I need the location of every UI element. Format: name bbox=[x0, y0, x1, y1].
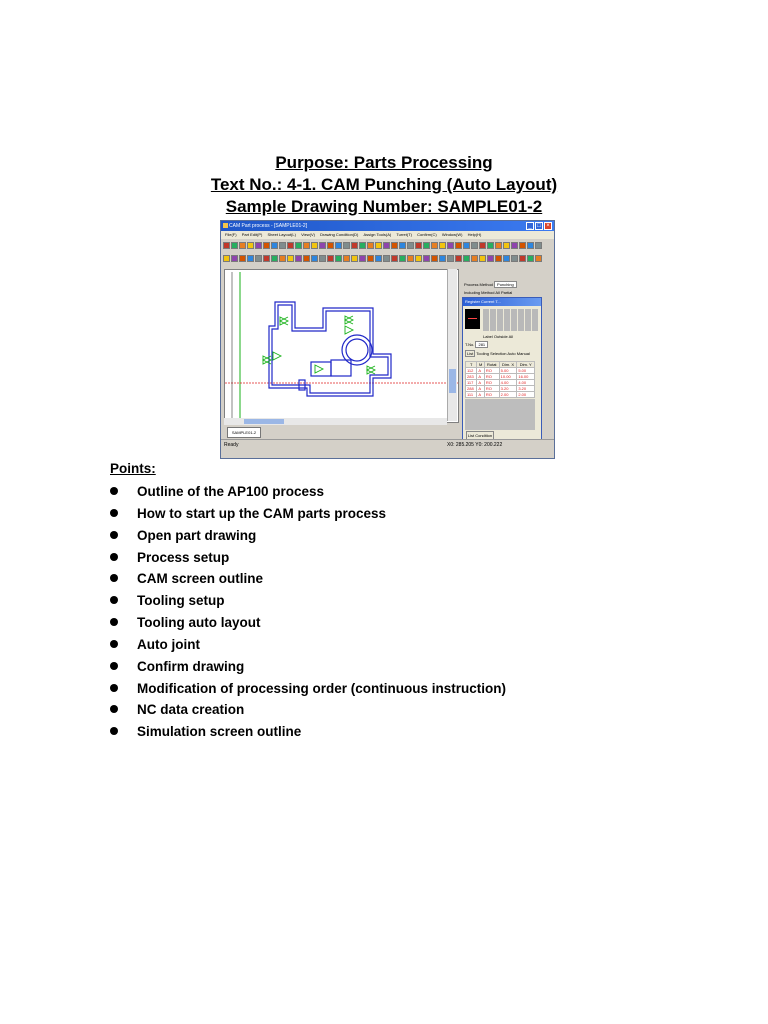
toolbar-button-icon[interactable] bbox=[335, 255, 342, 262]
toolbar-button-icon[interactable] bbox=[343, 255, 350, 262]
cell: A bbox=[477, 368, 484, 374]
vertical-scroll-thumb[interactable] bbox=[449, 369, 456, 393]
header-dim-x: Dim. X bbox=[499, 362, 517, 368]
list-item bbox=[110, 548, 506, 570]
app-icon bbox=[223, 223, 228, 228]
toolbar-button-icon[interactable] bbox=[279, 242, 286, 249]
toolbar-button-icon[interactable] bbox=[223, 255, 230, 262]
toolbar-button-icon[interactable] bbox=[343, 242, 350, 249]
menu-part-edit[interactable]: Part Edit(P) bbox=[241, 232, 263, 237]
toolbar-button-icon[interactable] bbox=[351, 242, 358, 249]
toolbar-button-icon[interactable] bbox=[359, 242, 366, 249]
toolbar-button-icon[interactable] bbox=[455, 255, 462, 262]
toolbar-button-icon[interactable] bbox=[463, 255, 470, 262]
toolbar-button-icon[interactable] bbox=[327, 255, 334, 262]
tool-table bbox=[465, 361, 535, 398]
tno-row bbox=[465, 342, 488, 347]
toolbar-button-icon[interactable] bbox=[271, 242, 278, 249]
list-button[interactable]: List bbox=[467, 351, 474, 356]
status-ready: Ready bbox=[224, 442, 239, 448]
toolbar-button-icon[interactable] bbox=[367, 255, 374, 262]
list-item-text: CAM screen outline bbox=[137, 571, 264, 587]
cell: RO bbox=[484, 386, 499, 392]
toolbar-button-icon[interactable] bbox=[303, 255, 310, 262]
cell: A bbox=[477, 374, 484, 380]
cell: 3.20 bbox=[517, 386, 535, 392]
toolbar-button-icon[interactable] bbox=[487, 255, 494, 262]
process-method-label: Process Method bbox=[464, 282, 493, 287]
toolbar-button-icon[interactable] bbox=[263, 255, 270, 262]
process-method-select[interactable]: Punching bbox=[494, 281, 517, 288]
window-title: CAM Part process - [SAMPLE01-2] bbox=[229, 223, 308, 229]
toolbar-button-icon[interactable] bbox=[375, 242, 382, 249]
list-item bbox=[110, 679, 506, 701]
toolbar-button-icon[interactable] bbox=[495, 255, 502, 262]
list-item-text: Simulation screen outline bbox=[137, 724, 302, 740]
text-number-title: Text No.: 4-1. CAM Punching (Auto Layout) bbox=[210, 175, 558, 194]
list-item bbox=[110, 504, 506, 526]
header-dim-y: Dim. Y bbox=[517, 362, 535, 368]
list-item bbox=[110, 722, 506, 744]
toolbar-button-icon[interactable] bbox=[319, 255, 326, 262]
sheet-tab[interactable]: SAMPLE01-2 bbox=[227, 427, 261, 438]
list-item-text: NC data creation bbox=[137, 702, 245, 718]
toolbar-button-icon[interactable] bbox=[295, 255, 302, 262]
menu-bar bbox=[221, 231, 554, 239]
toolbar-button-icon[interactable] bbox=[511, 242, 518, 249]
list-item-text: Confirm drawing bbox=[137, 658, 245, 674]
toolbar-button-icon[interactable] bbox=[271, 255, 278, 262]
toolbar-button-icon[interactable] bbox=[303, 242, 310, 249]
toolbar-button-icon[interactable] bbox=[255, 255, 262, 262]
points-heading: Points: bbox=[110, 461, 156, 476]
toolbar-button-icon[interactable] bbox=[423, 242, 430, 249]
menu-sheet-layout[interactable]: Sheet Layout(L) bbox=[267, 232, 296, 237]
toolbar-button-icon[interactable] bbox=[319, 242, 326, 249]
list-item bbox=[110, 569, 506, 591]
bullet-icon bbox=[110, 684, 118, 692]
toolbar-button-icon[interactable] bbox=[503, 242, 510, 249]
cell: 3.20 bbox=[499, 386, 517, 392]
list-item-text: Tooling setup bbox=[137, 593, 225, 609]
toolbar-button-icon[interactable] bbox=[519, 242, 526, 249]
selection-row bbox=[465, 351, 530, 356]
including-method-row bbox=[464, 290, 512, 295]
toolbar-button-icon[interactable] bbox=[487, 242, 494, 249]
menu-turret[interactable]: Turret(T) bbox=[396, 232, 412, 237]
cell: RO bbox=[484, 374, 499, 380]
menu-assign-tools[interactable]: Assign Tools(A) bbox=[363, 232, 392, 237]
cell: 4.00 bbox=[499, 380, 517, 386]
status-coords: X0: 285.205 Y0: 200.222 bbox=[447, 442, 503, 448]
vertical-scrollbar[interactable] bbox=[447, 269, 457, 421]
bullet-icon bbox=[110, 553, 118, 561]
menu-confirm[interactable]: Confirm(C) bbox=[417, 232, 437, 237]
list-item-text: How to start up the CAM parts process bbox=[137, 505, 387, 521]
list-item bbox=[110, 635, 506, 657]
window-titlebar bbox=[221, 221, 554, 231]
list-item-text: Tooling auto layout bbox=[137, 615, 261, 631]
status-bar bbox=[221, 439, 554, 450]
menu-help[interactable]: Help(H) bbox=[467, 232, 482, 237]
toolbar-button-icon[interactable] bbox=[455, 242, 462, 249]
cell: 2.00 bbox=[499, 392, 517, 398]
cell: 112 bbox=[466, 368, 477, 374]
auto-radio[interactable]: Auto bbox=[507, 351, 516, 356]
toolbar-top bbox=[223, 241, 552, 251]
toolbar-button-icon[interactable] bbox=[287, 255, 294, 262]
cell: 283 bbox=[466, 374, 477, 380]
toolbar-button-icon[interactable] bbox=[431, 242, 438, 249]
toolbar-button-icon[interactable] bbox=[415, 242, 422, 249]
bullet-icon bbox=[110, 618, 118, 626]
maximize-icon[interactable]: □ bbox=[535, 222, 543, 230]
list-item-text: Modification of processing order (continuous instruction) bbox=[137, 680, 506, 696]
tool-preview bbox=[465, 309, 480, 329]
cell: 5.00 bbox=[517, 368, 535, 374]
header-t: T bbox=[466, 362, 477, 368]
header-m: M bbox=[477, 362, 484, 368]
toolbar-bottom bbox=[223, 254, 552, 264]
cell: 4.00 bbox=[517, 380, 535, 386]
toolbar-button-icon[interactable] bbox=[503, 255, 510, 262]
purpose-title: Purpose: Parts Processing bbox=[275, 153, 493, 172]
including-partial-radio[interactable]: Partial bbox=[500, 290, 513, 295]
toolbar-button-icon[interactable] bbox=[223, 242, 230, 249]
toolbar-button-icon[interactable] bbox=[527, 255, 534, 262]
list-item-text: Process setup bbox=[137, 549, 230, 565]
toolbar-button-icon[interactable] bbox=[399, 242, 406, 249]
cell: 288 bbox=[466, 386, 477, 392]
toolbar-button-icon[interactable] bbox=[471, 242, 478, 249]
cell: A bbox=[477, 380, 484, 386]
toolbar-button-icon[interactable] bbox=[231, 255, 238, 262]
toolbar-button-icon[interactable] bbox=[535, 255, 542, 262]
toolbar-button-icon[interactable] bbox=[439, 255, 446, 262]
bullet-icon bbox=[110, 596, 118, 604]
window-controls bbox=[526, 222, 552, 230]
list-item-text: Outline of the AP100 process bbox=[137, 484, 325, 499]
outside-radio[interactable]: Outside bbox=[493, 334, 508, 339]
toolbar-button-icon[interactable] bbox=[439, 242, 446, 249]
cell: 10.00 bbox=[499, 374, 517, 380]
tno-field[interactable]: 281 bbox=[475, 341, 488, 348]
toolbar-button-icon[interactable] bbox=[335, 242, 342, 249]
list-item bbox=[110, 613, 506, 635]
toolbar-button-icon[interactable] bbox=[407, 255, 414, 262]
toolbar-button-icon[interactable] bbox=[479, 242, 486, 249]
including-method-label: Including Method bbox=[464, 290, 495, 295]
register-tool-dialog bbox=[462, 297, 542, 441]
list-item-text: Open part drawing bbox=[137, 527, 257, 543]
toolbar-button-icon[interactable] bbox=[263, 242, 270, 249]
bullet-icon bbox=[110, 487, 118, 495]
header-rotat: Rotat bbox=[484, 362, 499, 368]
toolbar-button-icon[interactable] bbox=[407, 242, 414, 249]
toolbar-button-icon[interactable] bbox=[279, 255, 286, 262]
sample-drawing-title: Sample Drawing Number: SAMPLE01-2 bbox=[225, 197, 543, 216]
option-row bbox=[483, 334, 513, 339]
table-empty-area bbox=[465, 399, 535, 430]
toolbar-button-icon[interactable] bbox=[383, 242, 390, 249]
cell: A bbox=[477, 386, 484, 392]
bullet-icon bbox=[110, 509, 118, 517]
cell: 111 bbox=[466, 392, 477, 398]
list-item bbox=[110, 591, 506, 613]
toolbar-button-icon[interactable] bbox=[511, 255, 518, 262]
list-item bbox=[110, 657, 506, 679]
toolbar-button-icon[interactable] bbox=[287, 242, 294, 249]
toolbar-button-icon[interactable] bbox=[311, 242, 318, 249]
minimize-icon[interactable]: _ bbox=[526, 222, 534, 230]
part-drawing bbox=[225, 270, 458, 422]
part-outline bbox=[269, 302, 391, 396]
menu-view[interactable]: View(V) bbox=[301, 232, 316, 237]
toolbar-button-icon[interactable] bbox=[351, 255, 358, 262]
bullet-icon bbox=[110, 640, 118, 648]
toolbar-button-icon[interactable] bbox=[463, 242, 470, 249]
menu-drawing-condition[interactable]: Drawing Condition(D) bbox=[320, 232, 359, 237]
cell: A bbox=[477, 392, 484, 398]
toolbar-button-icon[interactable] bbox=[399, 255, 406, 262]
toolbar-button-icon[interactable] bbox=[327, 242, 334, 249]
toolbar-button-icon[interactable] bbox=[527, 242, 534, 249]
close-icon[interactable]: × bbox=[544, 222, 552, 230]
list-condition-button[interactable]: List Condition bbox=[467, 433, 493, 438]
bullet-icon bbox=[110, 574, 118, 582]
label-checkbox[interactable]: Label bbox=[483, 334, 493, 339]
toolbar-button-icon[interactable] bbox=[367, 242, 374, 249]
cell: 2.00 bbox=[517, 392, 535, 398]
toolbar-button-icon[interactable] bbox=[415, 255, 422, 262]
menu-window[interactable]: Window(W) bbox=[441, 232, 463, 237]
tool-shape-buttons[interactable] bbox=[483, 309, 538, 331]
cam-screenshot bbox=[220, 220, 555, 459]
cell: RO bbox=[484, 368, 499, 374]
toolbar-button-icon[interactable] bbox=[231, 242, 238, 249]
cell: RO bbox=[484, 392, 499, 398]
dialog-title: Register Current T... bbox=[463, 298, 541, 306]
list-item bbox=[110, 482, 506, 504]
cell: 16.00 bbox=[517, 374, 535, 380]
list-item bbox=[110, 526, 506, 548]
list-item-text: Auto joint bbox=[137, 636, 200, 652]
toolbar-button-icon[interactable] bbox=[471, 255, 478, 262]
toolbar-button-icon[interactable] bbox=[519, 255, 526, 262]
bullet-icon bbox=[110, 705, 118, 713]
toolbar-button-icon[interactable] bbox=[495, 242, 502, 249]
cell: 5.00 bbox=[499, 368, 517, 374]
toolbar-button-icon[interactable] bbox=[391, 242, 398, 249]
tno-label: T.No. bbox=[465, 342, 475, 347]
toolbar-button-icon[interactable] bbox=[247, 255, 254, 262]
toolbar-button-icon[interactable] bbox=[375, 255, 382, 262]
list-item bbox=[110, 700, 506, 722]
toolbar-button-icon[interactable] bbox=[239, 255, 246, 262]
toolbar-button-icon[interactable] bbox=[447, 255, 454, 262]
toolbar-button-icon[interactable] bbox=[239, 242, 246, 249]
tooling-selection-label: Tooling Selection bbox=[476, 351, 507, 356]
manual-radio[interactable]: Manual bbox=[516, 351, 530, 356]
toolbar-button-icon[interactable] bbox=[431, 255, 438, 262]
toolbar-button-icon[interactable] bbox=[447, 242, 454, 249]
toolbar-button-icon[interactable] bbox=[479, 255, 486, 262]
toolbar-button-icon[interactable] bbox=[535, 242, 542, 249]
toolbar-button-icon[interactable] bbox=[359, 255, 366, 262]
toolbar-button-icon[interactable] bbox=[423, 255, 430, 262]
toolbar-button-icon[interactable] bbox=[383, 255, 390, 262]
toolbar-button-icon[interactable] bbox=[295, 242, 302, 249]
toolbar-button-icon[interactable] bbox=[255, 242, 262, 249]
horizontal-scrollbar[interactable] bbox=[224, 418, 447, 425]
horizontal-scroll-thumb[interactable] bbox=[244, 419, 284, 424]
cell: RO bbox=[484, 380, 499, 386]
points-list bbox=[110, 482, 506, 744]
menu-file[interactable]: File(F) bbox=[225, 232, 237, 237]
all-radio[interactable]: All bbox=[508, 334, 514, 339]
toolbar-button-icon[interactable] bbox=[311, 255, 318, 262]
toolbar-button-icon[interactable] bbox=[247, 242, 254, 249]
process-method-row bbox=[464, 281, 517, 288]
cell: 117 bbox=[466, 380, 477, 386]
including-all-radio[interactable]: All bbox=[495, 290, 500, 295]
bullet-icon bbox=[110, 662, 118, 670]
bullet-icon bbox=[110, 727, 118, 735]
bullet-icon bbox=[110, 531, 118, 539]
table-row[interactable] bbox=[466, 392, 535, 398]
drawing-canvas[interactable] bbox=[224, 269, 459, 423]
toolbar-button-icon[interactable] bbox=[391, 255, 398, 262]
